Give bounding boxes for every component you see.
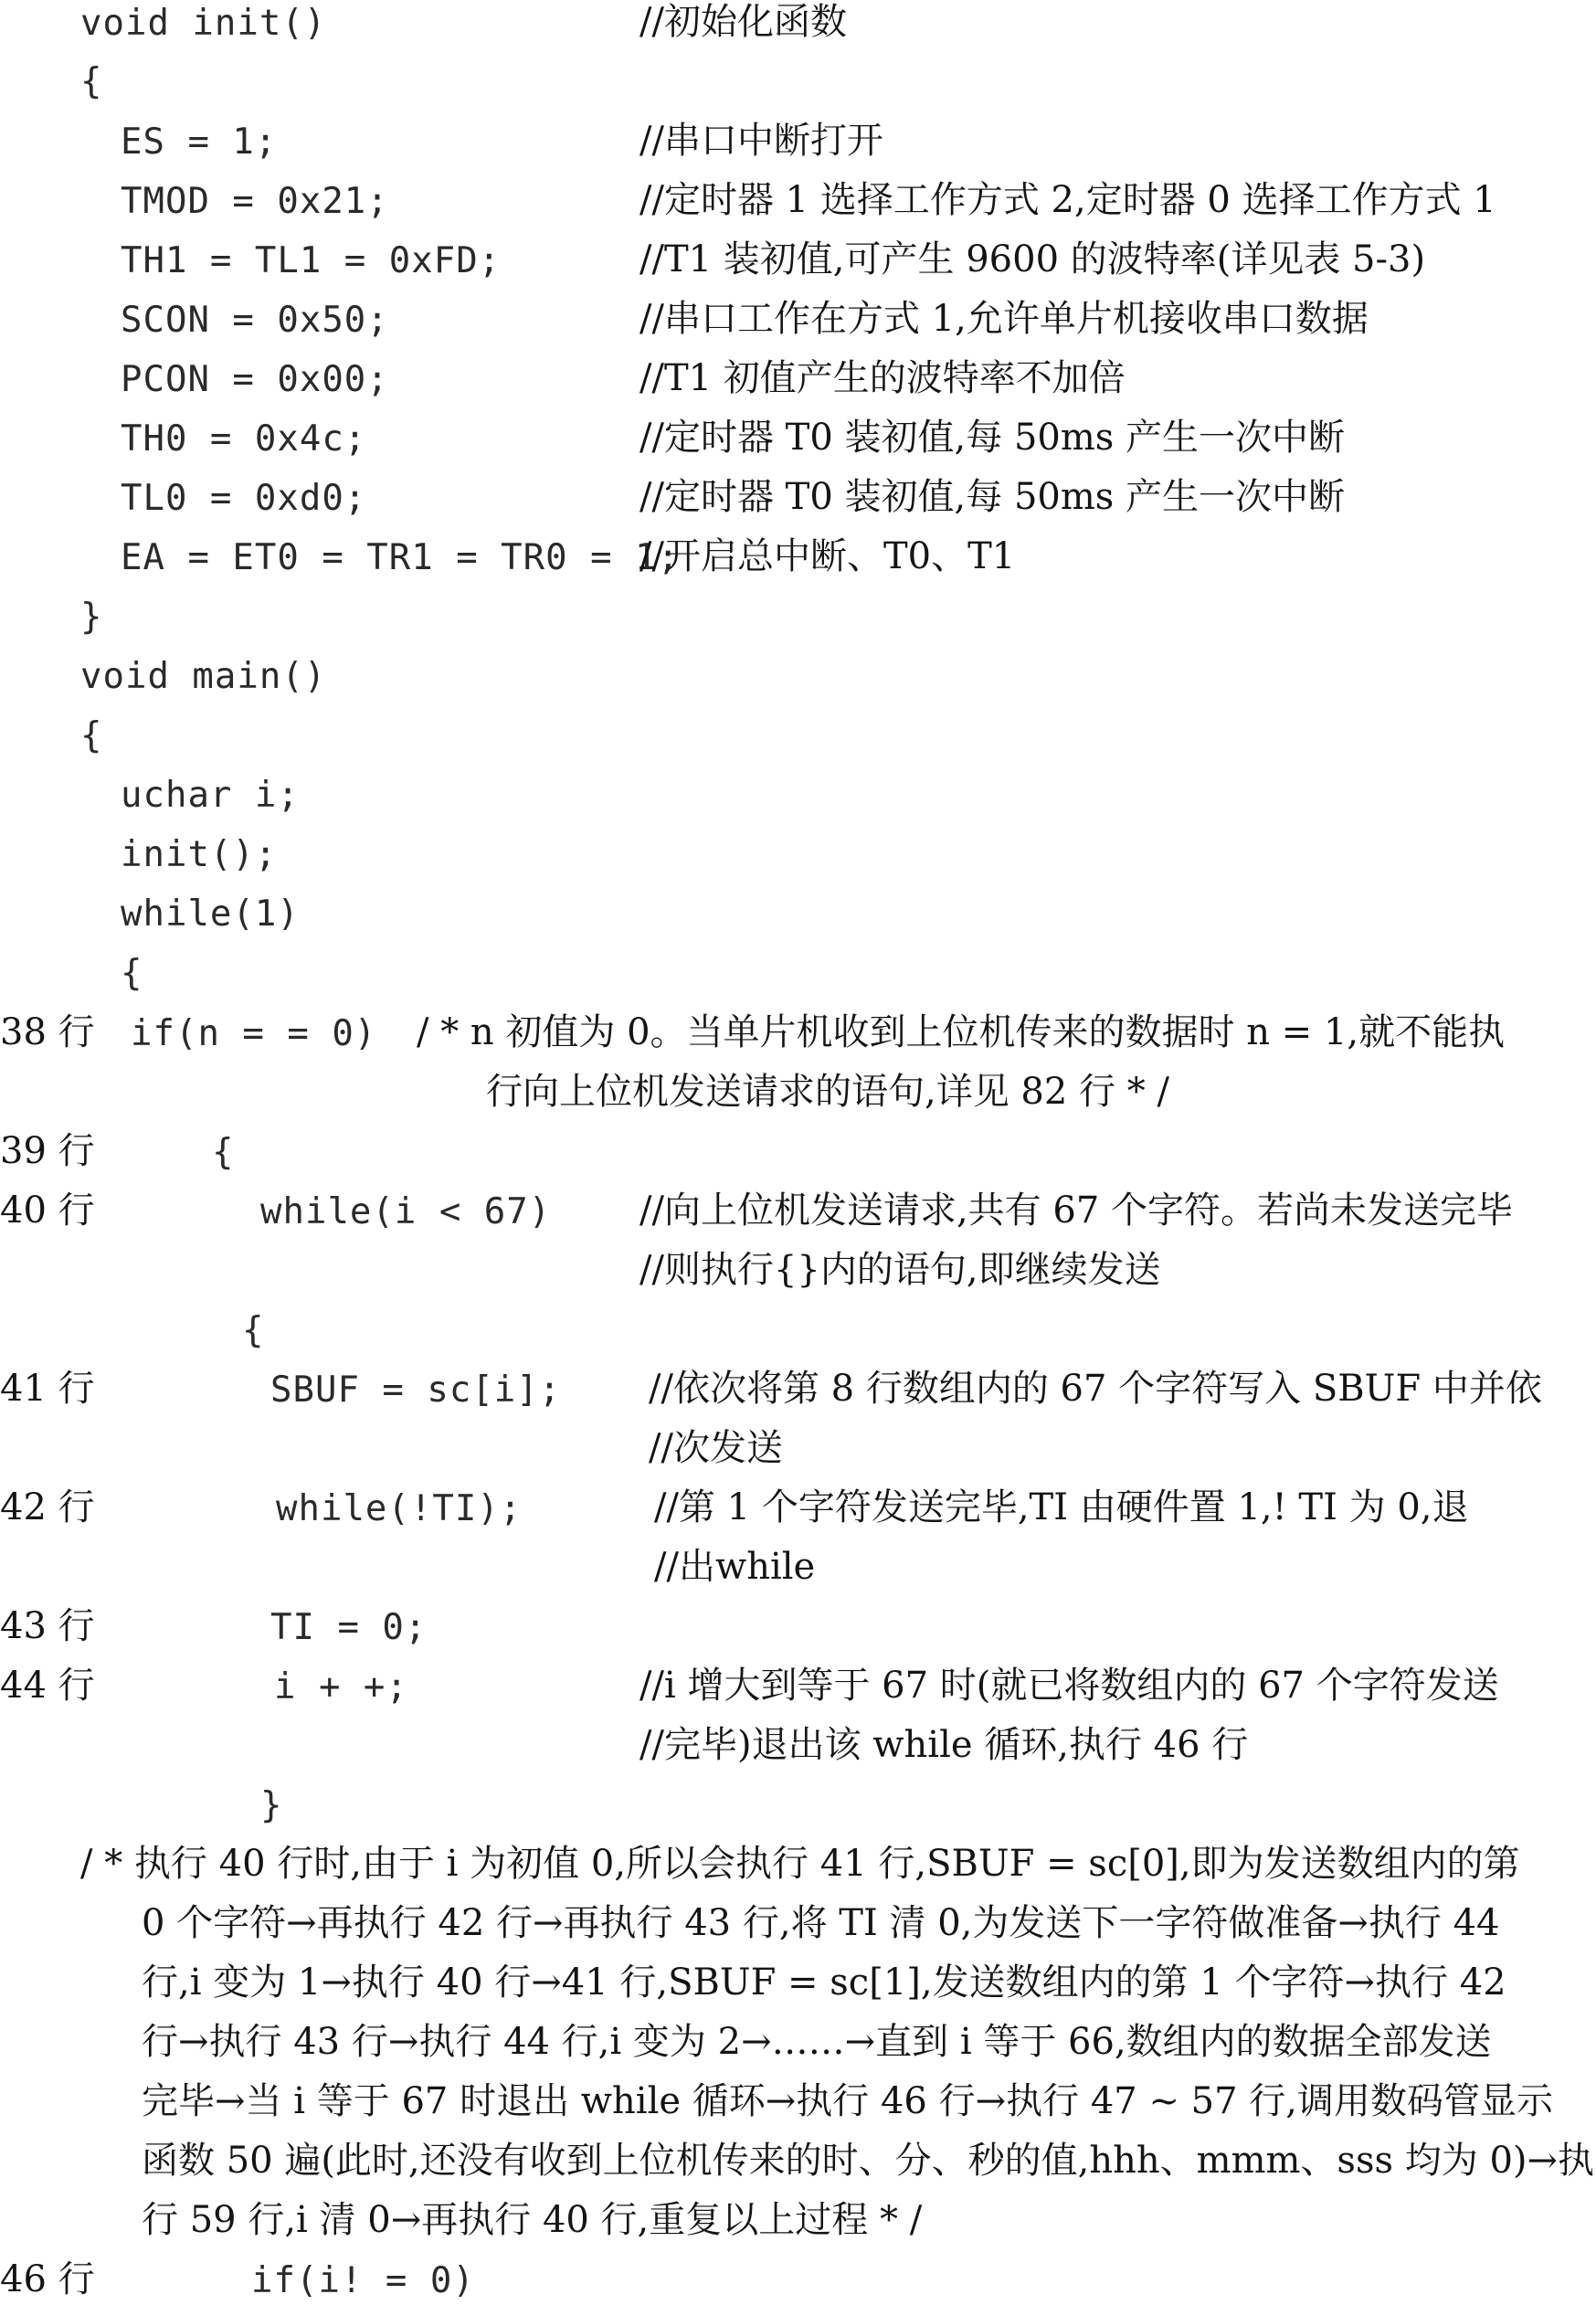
explanation-paragraph-line: 行→执行 43 行→执行 44 行,i 变为 2→……→直到 i 等于 66,数组内的数据全部发送 [142, 2021, 1492, 2063]
code-comment: //定时器 T0 装初值,每 50ms 产生一次中断 [639, 417, 1346, 459]
code-comment: //串口工作在方式 1,允许单片机接收串口数据 [639, 298, 1369, 340]
code-line: if(n = = 0) [131, 1013, 377, 1054]
code-line: SCON = 0x50; [121, 300, 389, 341]
code-line: init(); [121, 834, 278, 875]
explanation-paragraph-line: 0 个字符→再执行 42 行→再执行 43 行,将 TI 清 0,为发送下一字符做准备→执行 44 [142, 1902, 1500, 1944]
code-comment: //定时器 T0 装初值,每 50ms 产生一次中断 [639, 476, 1346, 518]
code-comment: //向上位机发送请求,共有 67 个字符。若尚未发送完毕 [639, 1190, 1513, 1232]
code-line: while(i < 67) [260, 1191, 552, 1232]
code-comment: //则执行{}内的语句,即继续发送 [639, 1249, 1161, 1291]
code-comment: //T1 初值产生的波特率不加倍 [639, 357, 1126, 399]
code-line: { [80, 61, 103, 102]
code-line: } [260, 1785, 283, 1826]
code-line: while(!TI); [276, 1488, 523, 1529]
code-comment: //T1 装初值,可产生 9600 的波特率(详见表 5-3) [639, 238, 1426, 280]
explanation-paragraph-line: 行,i 变为 1→执行 40 行→41 行,SBUF = sc[1],发送数组内的第 1 个字符→执行 42 [142, 1961, 1506, 2004]
explanation-paragraph-line: / * 执行 40 行时,由于 i 为初值 0,所以会执行 41 行,SBUF = sc[0],即为发送数组内的第 [80, 1843, 1520, 1885]
code-line: PCON = 0x00; [121, 359, 389, 400]
code-comment: 行向上位机发送请求的语句,详见 82 行 * / [486, 1071, 1169, 1113]
code-line: TI = 0; [270, 1607, 428, 1648]
line-number-label: 40 行 [0, 1190, 95, 1232]
code-line: EA = ET0 = TR1 = TR0 = 1; [121, 537, 680, 578]
code-comment: //完毕)退出该 while 循环,执行 46 行 [639, 1724, 1249, 1766]
code-line: { [212, 1132, 235, 1173]
code-line: TH0 = 0x4c; [121, 418, 367, 460]
line-number-label: 43 行 [0, 1605, 95, 1647]
code-line: while(1) [121, 893, 300, 935]
code-line: void main() [80, 656, 327, 697]
code-line: void init() [80, 3, 327, 44]
explanation-paragraph-line: 完毕→当 i 等于 67 时退出 while 循环→执行 46 行→执行 47 ~ 57 行,调用数码管显示 [142, 2080, 1553, 2122]
code-line: { [242, 1310, 265, 1351]
line-number-label: 39 行 [0, 1130, 95, 1172]
code-line: ES = 1; [121, 122, 278, 163]
code-comment: //i 增大到等于 67 时(就已将数组内的 67 个字符发送 [639, 1665, 1499, 1707]
code-comment: //依次将第 8 行数组内的 67 个字符写入 SBUF 中并依 [649, 1368, 1542, 1410]
code-comment: //出while [654, 1546, 816, 1588]
explanation-paragraph-line: 行 59 行,i 清 0→再执行 40 行,重复以上过程 * / [142, 2199, 923, 2241]
code-line: uchar i; [121, 775, 300, 816]
code-comment: //初始化函数 [639, 1, 847, 43]
code-comment: / * n 初值为 0。当单片机收到上位机传来的数据时 n = 1,就不能执 [417, 1011, 1506, 1053]
line-number-label: 42 行 [0, 1486, 95, 1528]
code-line: if(i! = 0) [251, 2260, 475, 2301]
line-number-label: 38 行 [0, 1011, 95, 1053]
code-line: TL0 = 0xd0; [121, 478, 367, 519]
code-comment: //开启总中断、T0、T1 [639, 535, 1016, 577]
code-line: { [121, 953, 143, 994]
code-comment: //定时器 1 选择工作方式 2,定时器 0 选择工作方式 1 [639, 179, 1496, 221]
code-line: SBUF = sc[i]; [270, 1369, 562, 1411]
line-number-label: 44 行 [0, 1665, 95, 1707]
code-line: } [80, 597, 103, 638]
code-comment: //第 1 个字符发送完毕,TI 由硬件置 1,! TI 为 0,退 [654, 1486, 1469, 1528]
code-line: { [80, 715, 103, 756]
code-line: i + +; [274, 1666, 408, 1708]
line-number-label: 41 行 [0, 1368, 95, 1410]
code-line: TH1 = TL1 = 0xFD; [121, 240, 502, 281]
explanation-paragraph-line: 函数 50 遍(此时,还没有收到上位机传来的时、分、秒的值,hhh、mmm、sss 均为 0)→执 [142, 2140, 1595, 2182]
code-comment: //次发送 [649, 1427, 783, 1469]
code-line: TMOD = 0x21; [121, 181, 389, 222]
line-number-label: 46 行 [0, 2258, 95, 2300]
code-comment: //串口中断打开 [639, 120, 883, 162]
